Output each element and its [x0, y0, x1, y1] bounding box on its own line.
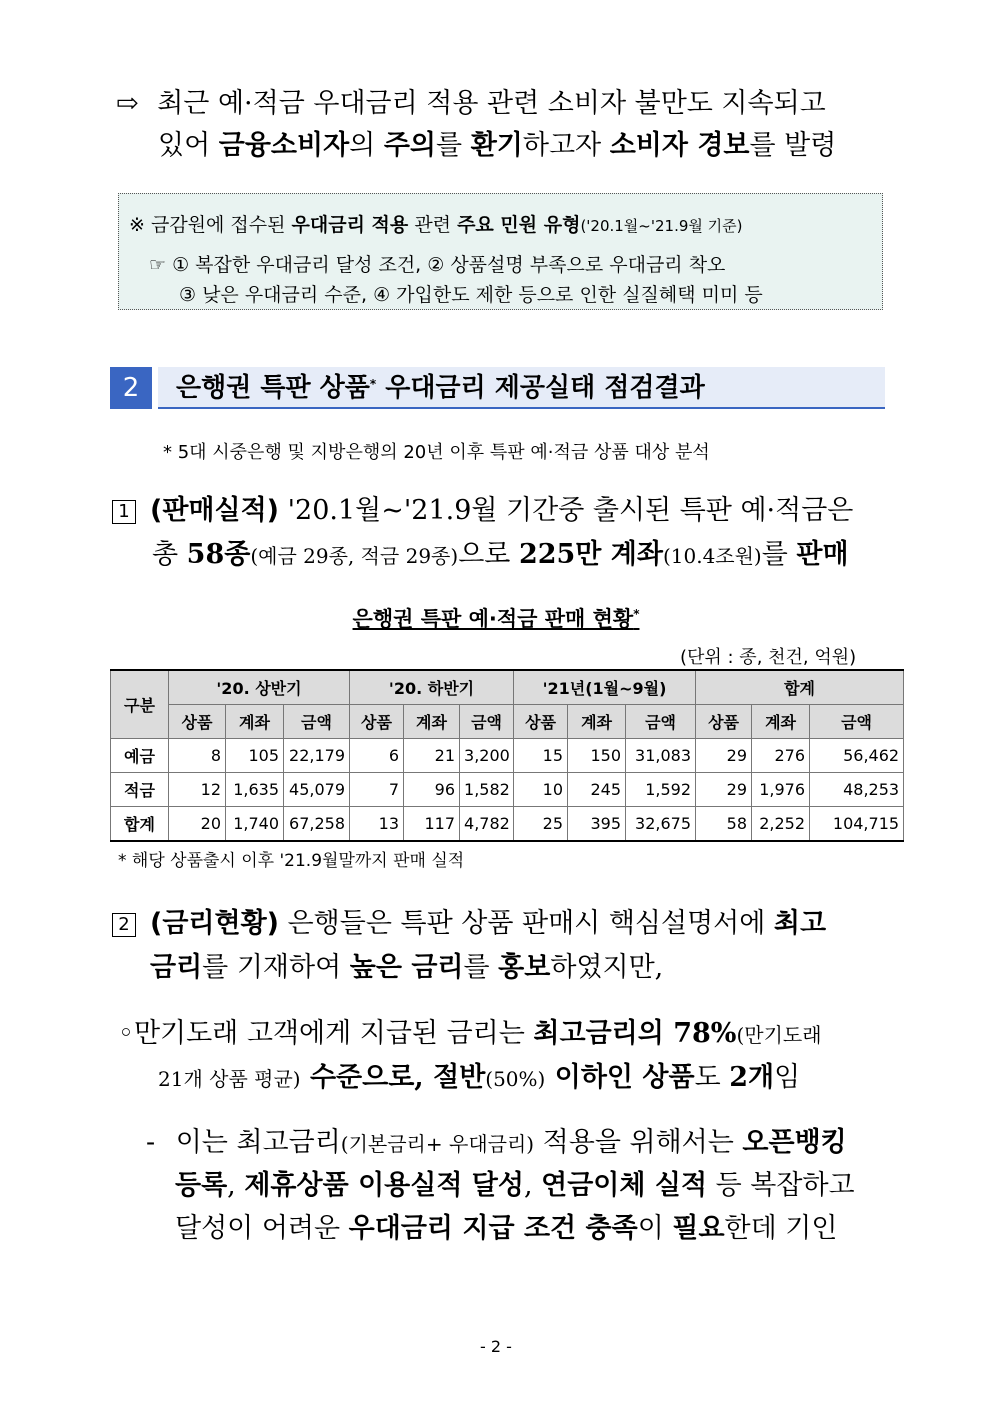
table-cell: 105: [226, 739, 284, 773]
group-header: '20. 하반기: [350, 670, 514, 705]
table-cell: 29: [696, 773, 752, 807]
complaint-note-box: [118, 193, 883, 310]
table-cell: 3,200: [460, 739, 514, 773]
section-note: * 5대 시중은행 및 지방은행의 20년 이후 특판 예·적금 상품 대상 분석: [163, 442, 710, 463]
arrow-icon: ⇨: [116, 88, 139, 119]
sub-header: 계좌: [404, 705, 460, 739]
table-cell: 25: [514, 807, 568, 842]
sub-header: 금액: [460, 705, 514, 739]
dash-icon: -: [146, 1127, 156, 1158]
group-header: '20. 상반기: [169, 670, 350, 705]
item2-line-1: 2 (금리현황) 은행들은 특판 상품 판매시 핵심설명서에 최고: [112, 906, 826, 942]
corner-header: 구분: [111, 670, 169, 739]
table-cell: 15: [514, 739, 568, 773]
table-unit: (단위 : 종, 천건, 억원): [680, 647, 857, 668]
table-cell: 20: [169, 807, 226, 842]
table-cell: 96: [404, 773, 460, 807]
dash-line-2: 등록, 제휴상품 이용실적 달성, 연금이체 실적 등 복잡하고: [175, 1170, 855, 1201]
table-cell: 1,740: [226, 807, 284, 842]
group-header: '21년(1월~9월): [514, 670, 696, 705]
table-cell: 150: [568, 739, 626, 773]
section-title: 은행권 특판 상품* 우대금리 제공실태 점검결과: [158, 367, 885, 409]
item-number-box: 1: [112, 500, 136, 524]
table-cell: 1,976: [752, 773, 810, 807]
table-cell: 8: [169, 739, 226, 773]
table-sub-header: [111, 705, 904, 739]
table-cell: 58: [696, 807, 752, 842]
item2-line-2: 금리를 기재하여 높은 금리를 홍보하였지만,: [150, 952, 664, 983]
sub-header: 상품: [696, 705, 752, 739]
table-cell: 395: [568, 807, 626, 842]
note-line-2: ☞ ① 복잡한 우대금리 달성 조건, ② 상품설명 부족으로 우대금리 착오: [149, 254, 726, 276]
table-cell: 32,675: [626, 807, 696, 842]
sub-header: 금액: [626, 705, 696, 739]
row-label: 합계: [111, 807, 169, 842]
table-row: [111, 773, 904, 807]
table-cell: 31,083: [626, 739, 696, 773]
page-number: - 2 -: [480, 1337, 512, 1356]
sub-header: 계좌: [226, 705, 284, 739]
table-cell: 4,782: [460, 807, 514, 842]
table-cell: 245: [568, 773, 626, 807]
intro-line-1: ⇨ 최근 예·적금 우대금리 적용 관련 소비자 불만도 지속되고: [116, 88, 826, 119]
table-cell: 1,635: [226, 773, 284, 807]
sub-header: 상품: [169, 705, 226, 739]
pointing-hand-icon: ☞: [149, 254, 167, 276]
table-caption: 은행권 특판 예·적금 판매 현황*: [352, 607, 640, 631]
section-number: 2: [110, 367, 152, 409]
note-mark-icon: ※: [129, 214, 145, 236]
table-cell: 29: [696, 739, 752, 773]
table-cell: 276: [752, 739, 810, 773]
table-cell: 22,179: [284, 739, 350, 773]
table-cell: 12: [169, 773, 226, 807]
intro-line-2: 있어 금융소비자의 주의를 환기하고자 소비자 경보를 발령: [158, 130, 837, 161]
sub-header: 계좌: [752, 705, 810, 739]
table-cell: 104,715: [810, 807, 904, 842]
item1-line-2: 총 58종(예금 29종, 적금 29종)으로 225만 계좌(10.4조원)를 판매: [152, 539, 849, 570]
table-row: [111, 807, 904, 842]
sub-header: 금액: [810, 705, 904, 739]
sub-header: 상품: [350, 705, 404, 739]
bullet-line-1: ◦만기도래 고객에게 지급된 금리는 최고금리의 78%(만기도래: [118, 1018, 822, 1049]
table-group-header: [111, 670, 904, 705]
sales-table: [110, 669, 904, 842]
table-cell: 56,462: [810, 739, 904, 773]
dash-line-1: - 이는 최고금리(기본금리+ 우대금리) 적용을 위해서는 오픈뱅킹: [146, 1127, 847, 1158]
row-label: 예금: [111, 739, 169, 773]
table-cell: 21: [404, 739, 460, 773]
bullet-line-2: 21개 상품 평균) 수준으로, 절반(50%) 이하인 상품도 2개임: [158, 1062, 801, 1093]
table-row: [111, 739, 904, 773]
group-header: 합계: [696, 670, 904, 705]
row-label: 적금: [111, 773, 169, 807]
item-number-box: 2: [112, 913, 136, 937]
bullet-icon: ◦: [118, 1018, 134, 1049]
table-cell: 45,079: [284, 773, 350, 807]
table-cell: 1,582: [460, 773, 514, 807]
note-line-1: ※ 금감원에 접수된 우대금리 적용 관련 주요 민원 유형('20.1월~'21.9월 기준): [129, 214, 743, 236]
table-cell: 67,258: [284, 807, 350, 842]
sub-header: 금액: [284, 705, 350, 739]
table-cell: 6: [350, 739, 404, 773]
table-cell: 48,253: [810, 773, 904, 807]
table-footnote: * 해당 상품출시 이후 '21.9월말까지 판매 실적: [118, 851, 465, 871]
table-cell: 117: [404, 807, 460, 842]
table-cell: 7: [350, 773, 404, 807]
table-cell: 13: [350, 807, 404, 842]
table-cell: 2,252: [752, 807, 810, 842]
table-cell: 1,592: [626, 773, 696, 807]
table-cell: 10: [514, 773, 568, 807]
dash-line-3: 달성이 어려운 우대금리 지급 조건 충족이 필요한데 기인: [175, 1213, 838, 1244]
item1-line-1: 1 (판매실적) '20.1월~'21.9월 기간중 출시된 특판 예·적금은: [112, 493, 853, 529]
sub-header: 상품: [514, 705, 568, 739]
note-line-3: ③ 낮은 우대금리 수준, ④ 가입한도 제한 등으로 인한 실질혜택 미미 등: [179, 284, 763, 306]
sub-header: 계좌: [568, 705, 626, 739]
